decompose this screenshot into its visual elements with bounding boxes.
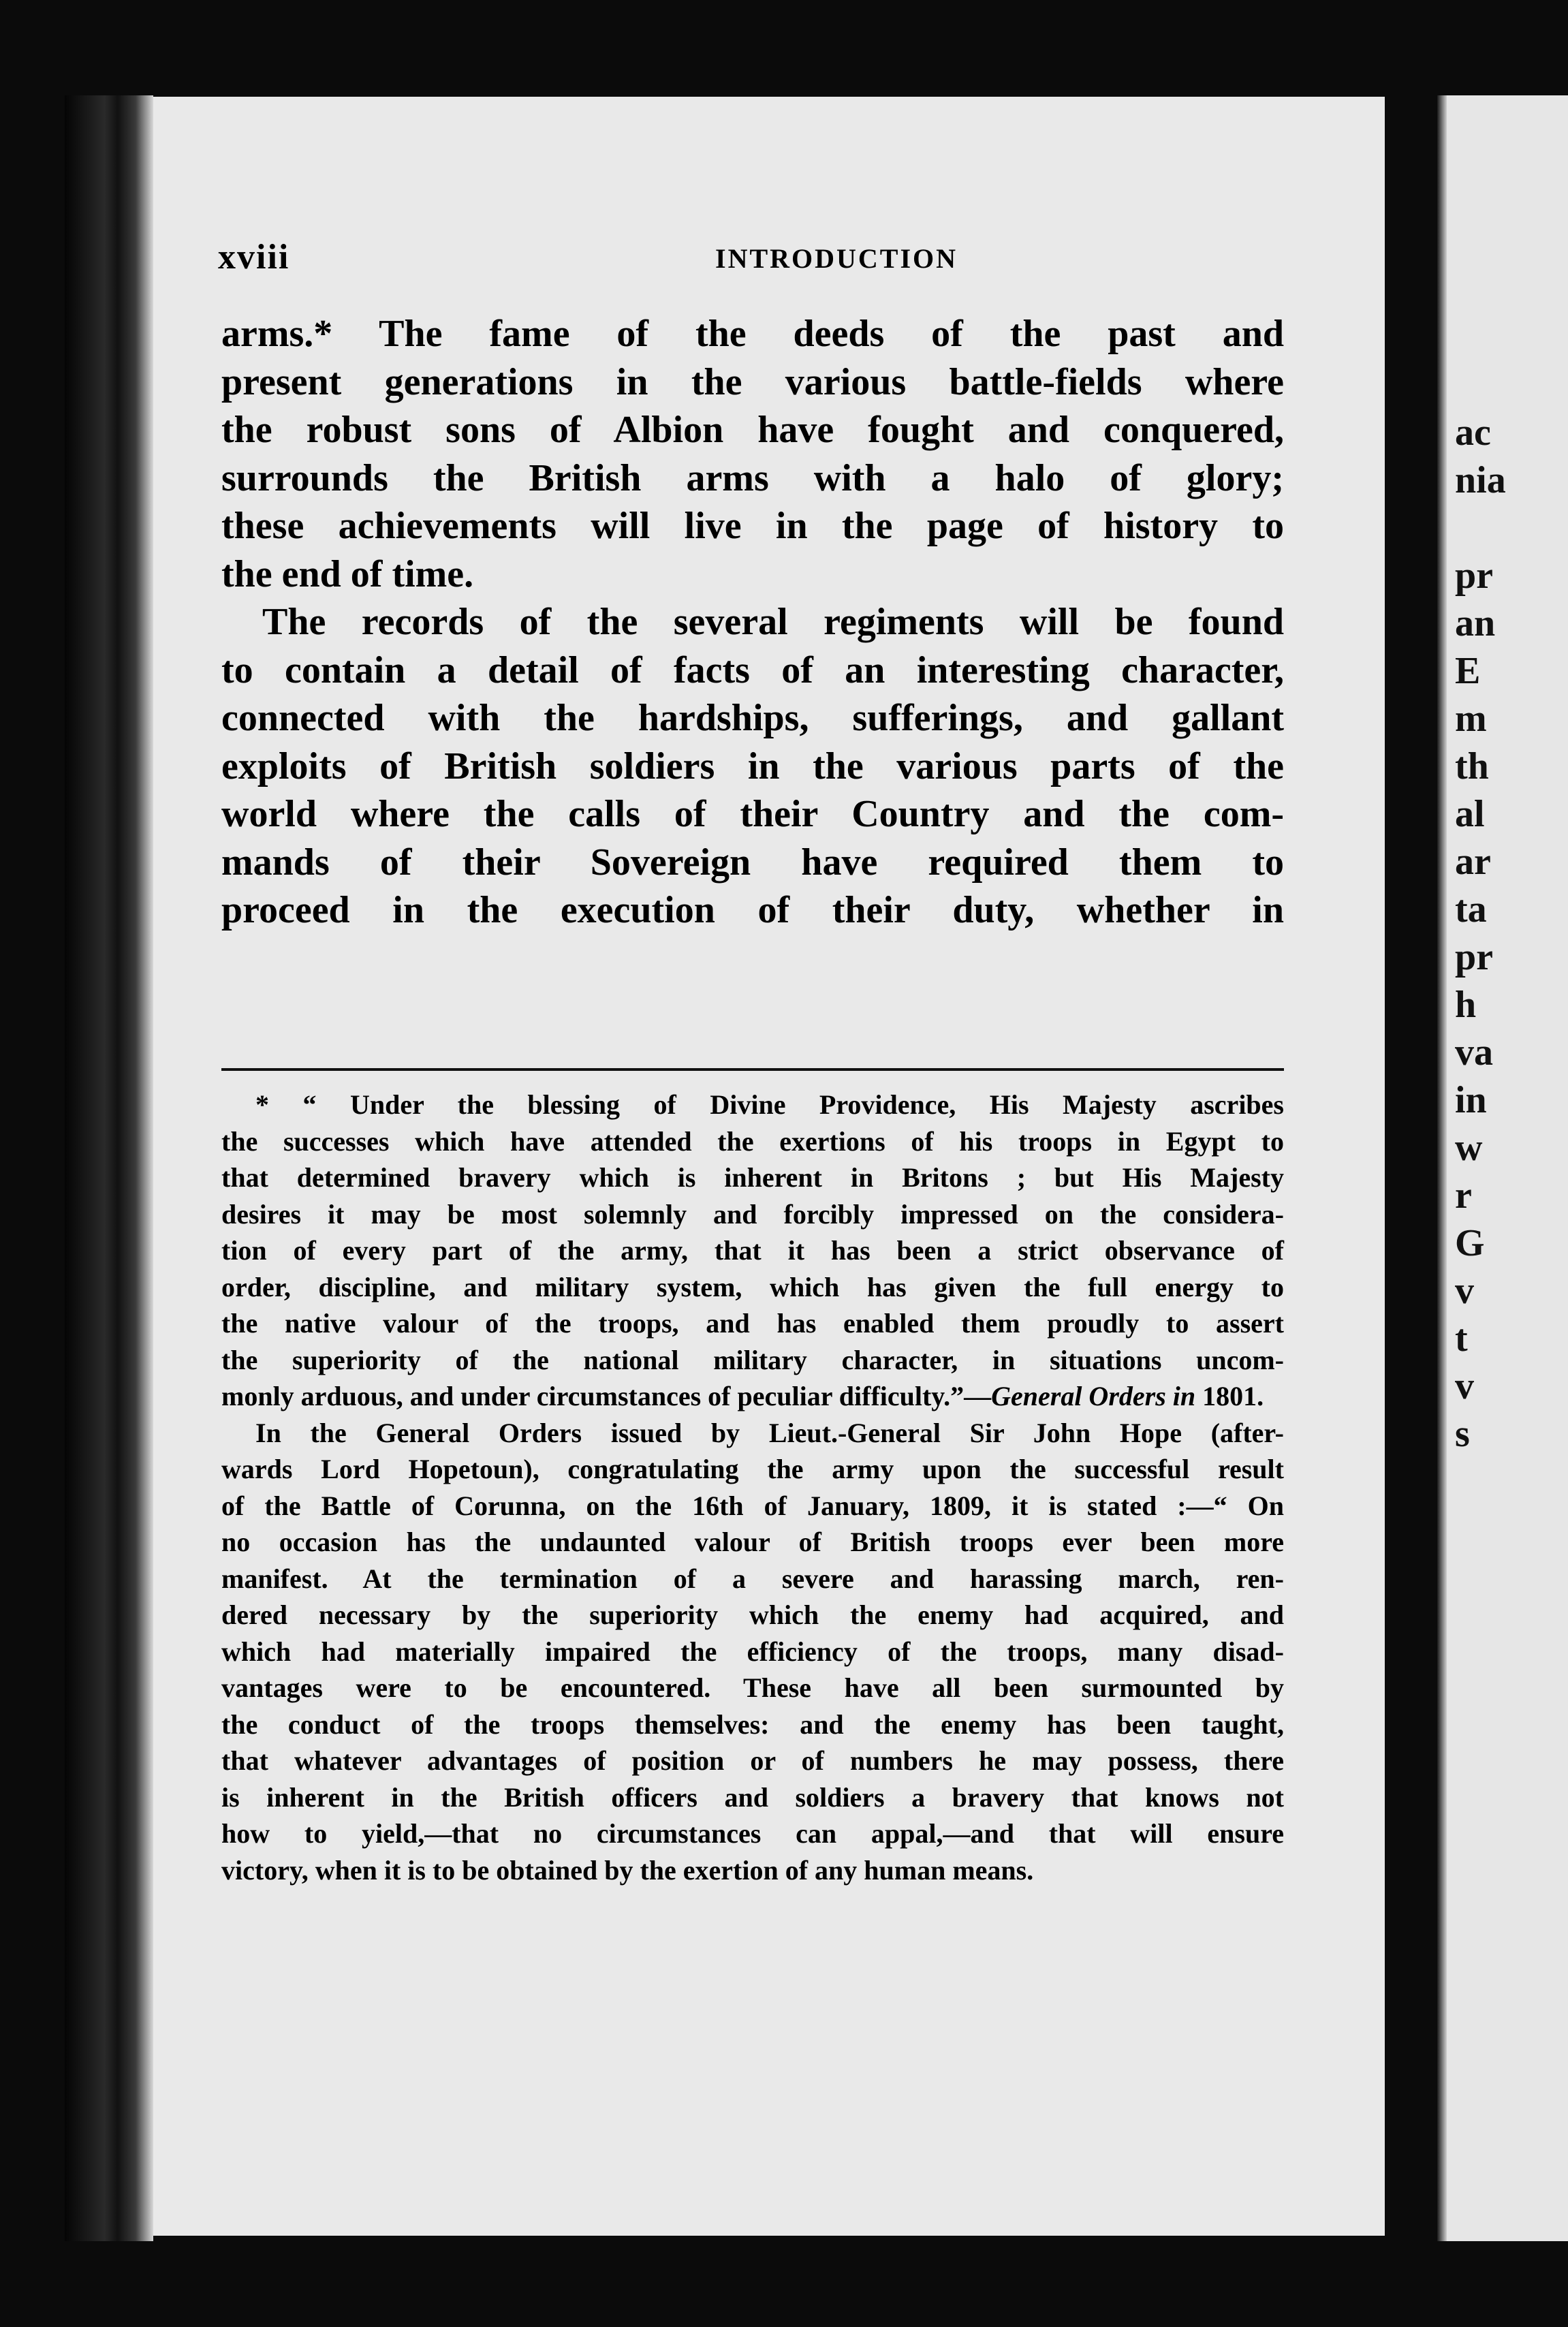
footnote-line: victory, when it is to be obtained by the exertion of any human means. [221, 1854, 1034, 1886]
right-fragment: w [1455, 1127, 1483, 1169]
footnote-line: how to yield,—that no circumstances can appal,—and that will ensure [221, 1818, 1284, 1849]
footnote-divider [221, 1068, 1284, 1071]
right-fragment: r [1455, 1174, 1472, 1217]
citation-year: 1801. [1202, 1381, 1264, 1411]
footnote-line: which had materially impaired the efficiency of the troops, many disad- [221, 1636, 1284, 1667]
right-fragment [1455, 504, 1568, 552]
footnote-line: order, discipline, and military system, which has given the full energy to [221, 1271, 1284, 1302]
right-fragment: v [1455, 1270, 1474, 1312]
right-fragment: ta [1455, 888, 1487, 931]
footnote-line: the conduct of the troops themselves: and the enemy has been taught, [221, 1708, 1284, 1740]
page-number: xviii [218, 238, 290, 277]
footnote-line: desires it may be most solemnly and forcibly impressed on the considera- [221, 1198, 1284, 1230]
right-fragment: E [1455, 650, 1481, 692]
text-line: connected with the hardships, sufferings, and gallant [221, 697, 1284, 739]
main-body-text [221, 310, 1284, 935]
text-line: present generations in the various battle-fields where [221, 360, 1284, 403]
text-line: arms.* The fame of the deeds of the past and [221, 313, 1284, 355]
footnote-line: that whatever advantages of position or of numbers he may possess, there [221, 1745, 1284, 1776]
footnote-line: the superiority of the national military character, in situations uncom- [221, 1344, 1284, 1375]
right-page-edge [1437, 95, 1447, 2241]
footnote-line: vantages were to be encountered. These have all been surmounted by [221, 1672, 1284, 1703]
page-header [218, 237, 1287, 292]
footnote-line [221, 1378, 1284, 1415]
right-fragment: al [1455, 793, 1485, 835]
text-line: these achievements will live in the page of history to [221, 505, 1284, 547]
paragraph-2 [221, 598, 1284, 935]
right-fragment: t [1455, 1317, 1468, 1360]
right-fragment: th [1455, 745, 1489, 787]
right-fragment: G [1455, 1222, 1485, 1264]
right-fragment: nia [1455, 459, 1506, 501]
footnote-line: * “ Under the blessing of Divine Providence, His Majesty ascribes [255, 1089, 1284, 1120]
text-line: to contain a detail of facts of an interesting character, [221, 649, 1284, 691]
right-fragment: ac [1455, 411, 1491, 454]
text-line: The records of the several regiments will be found [262, 601, 1284, 643]
running-title: INTRODUCTION [715, 243, 958, 274]
footnote-paragraph-2 [221, 1415, 1284, 1889]
right-fragment: h [1455, 984, 1477, 1026]
footnote-line: the successes which have attended the exertions of his troops in Egypt to [221, 1125, 1284, 1157]
book-spine [65, 95, 153, 2241]
right-fragment: s [1455, 1413, 1470, 1455]
text-line: proceed in the execution of their duty, whether in [221, 889, 1284, 931]
footnote-line: dered necessary by the superiority which the enemy had acquired, and [221, 1599, 1284, 1630]
footnote-line: manifest. At the termination of a severe and harassing march, ren- [221, 1563, 1284, 1594]
text-line: the end of time. [221, 552, 474, 595]
footnote-line: is inherent in the British officers and soldiers a bravery that knows not [221, 1781, 1284, 1813]
right-fragment: an [1455, 602, 1496, 644]
text-line: exploits of British soldiers in the various parts of the [221, 745, 1284, 787]
footnote-line: no occasion has the undaunted valour of British troops ever been more [221, 1527, 1284, 1557]
footnote-line: In the General Orders issued by Lieut.-General Sir John Hope (after- [255, 1417, 1284, 1448]
right-fragment: m [1455, 698, 1487, 740]
footnote-line: wards Lord Hopetoun), congratulating the army upon the successful result [221, 1454, 1284, 1484]
footnote-line: that determined bravery which is inherent in Britons ; but His Majesty [221, 1162, 1284, 1193]
right-page-text-fragments [1455, 409, 1568, 1458]
right-fragment: pr [1455, 555, 1493, 597]
right-fragment: pr [1455, 936, 1493, 978]
citation-italic: General Orders in [991, 1381, 1196, 1411]
text-line: the robust sons of Albion have fought and conquered, [221, 409, 1284, 451]
footnote-line: of the Battle of Corunna, on the 16th of January, 1809, it is stated :—“ On [221, 1490, 1284, 1521]
footnote [221, 1087, 1284, 1888]
footnote-text: monly arduous, and under circumstances of peculiar difficulty.”— [221, 1381, 992, 1411]
paragraph-1 [221, 310, 1284, 598]
text-line: mands of their Sovereign have required them to [221, 841, 1284, 884]
footnote-line: tion of every part of the army, that it has been a strict observance of [221, 1235, 1284, 1266]
right-fragment: v [1455, 1365, 1474, 1407]
right-fragment: in [1455, 1079, 1487, 1121]
text-line: world where the calls of their Country and the com- [221, 793, 1284, 835]
footnote-line: the native valour of the troops, and has enabled them proudly to assert [221, 1308, 1284, 1339]
text-line: surrounds the British arms with a halo of glory; [221, 456, 1284, 499]
footnote-paragraph-1 [221, 1087, 1284, 1415]
right-fragment: va [1455, 1031, 1493, 1074]
right-fragment: ar [1455, 841, 1491, 883]
